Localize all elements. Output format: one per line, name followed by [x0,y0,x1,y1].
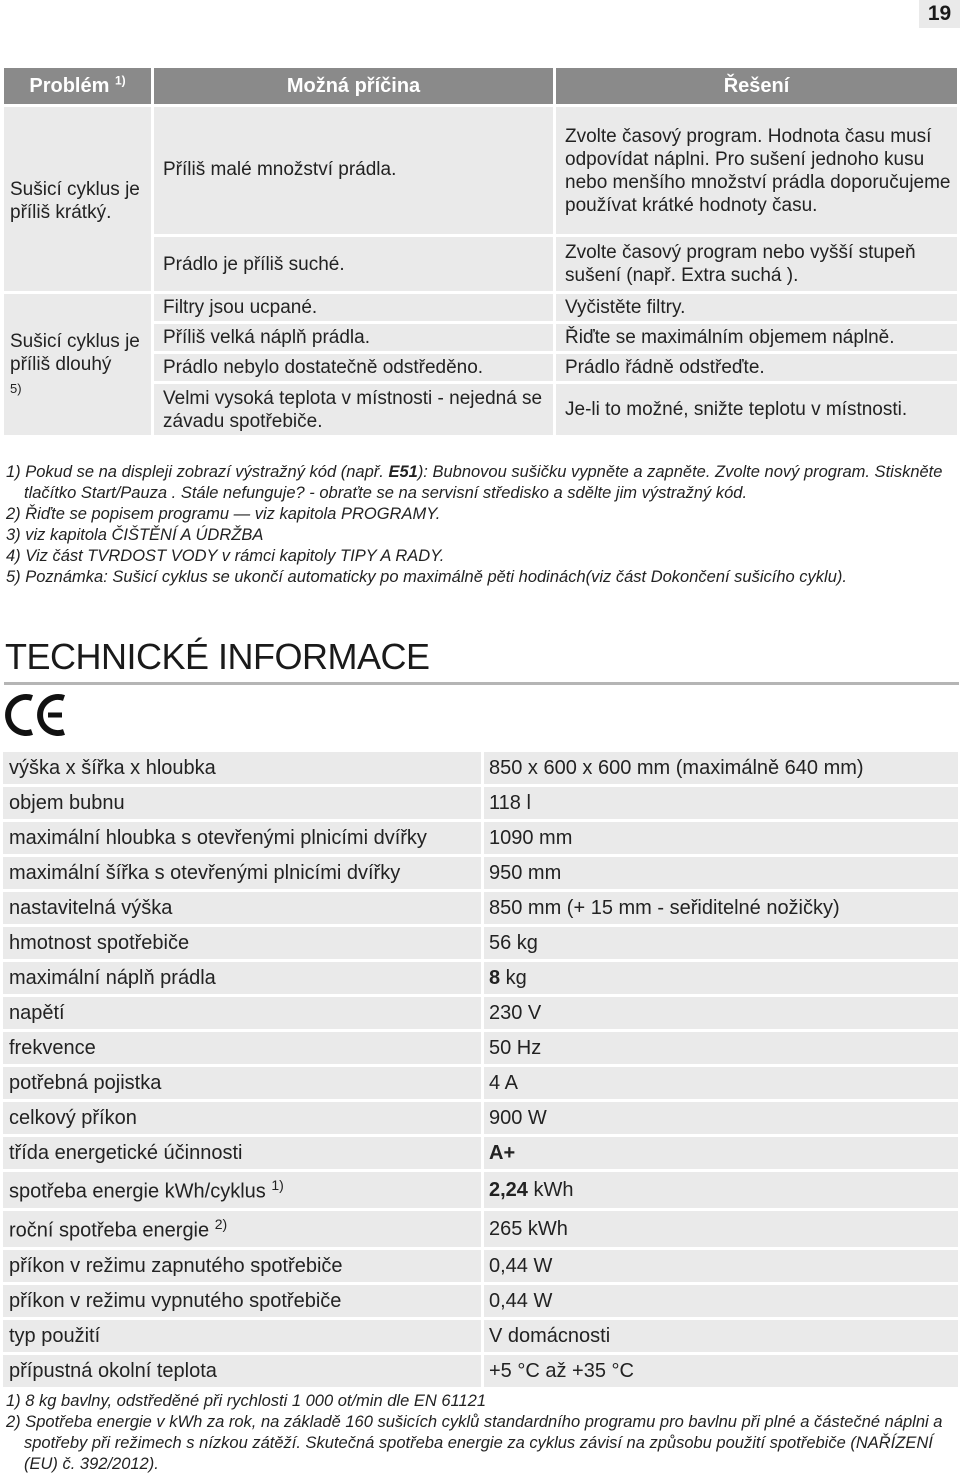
spec-value: 0,44 W [481,1285,958,1320]
table-row [4,291,957,321]
spec-value: 850 x 600 x 600 mm (maximálně 640 mm) [481,752,958,787]
spec-label: přípustná okolní teplota [3,1355,481,1390]
spec-label: maximální náplň prádla [3,962,481,997]
spec-label: potřebná pojistka [3,1067,481,1102]
spec-label: maximální hloubka s otevřenými plnicími dvířky [3,822,481,857]
spec-label: třída energetické účinnosti [3,1137,481,1172]
solution-cell: Vyčistěte filtry. [556,291,957,321]
table-row [3,1137,958,1172]
header-cause: Možná příčina [154,68,556,104]
solution-cell: Je-li to možné, snižte teplotu v místnosti. [556,381,957,435]
spec-value: +5 °C až +35 °C [481,1355,958,1390]
spec-value: 56 kg [481,927,958,962]
spec-label: nastavitelná výška [3,892,481,927]
spec-label: objem bubnu [3,787,481,822]
solution-cell: Zvolte časový program nebo vyšší stupeň sušení (např. Extra suchá ). [556,234,957,291]
table-row [3,1320,958,1355]
spec-label: spotřeba energie kWh/cyklus $^{1)}$ [3,1172,481,1211]
cause-cell: Velmi vysoká teplota v místnosti - nejedná se závadu spotřebiče. [154,381,556,435]
table-row [3,962,958,997]
table-header-row [4,68,957,104]
table-row [3,1211,958,1250]
troubleshooting-table [4,68,957,435]
spec-label: typ použití [3,1320,481,1355]
table-row [3,787,958,822]
table-row [3,927,958,962]
spec-label: roční spotřeba energie $^{2)}$ [3,1211,481,1250]
technical-data-table [3,752,958,1390]
footnote-1: 1) Pokud se na displeji zobrazí výstražný kód (např. E51): Bubnovou sušičku vypněte a zapněte. Zvolte nový program. Stiskněte tlačítko Start/Pauza . Stále nefunguje? - obraťte se na servisní středisko a sdělte jim výstražný kód. [6,463,943,502]
solution-cell: Prádlo řádně odstřeďte. [556,351,957,381]
spec-label: maximální šířka s otevřenými plnicími dvířky [3,857,481,892]
solution-cell: Řiďte se maximálním objemem náplně. [556,321,957,351]
table-row [3,1285,958,1320]
header-problem: Problém $^{1)}$ [4,68,154,104]
spec-value: 850 mm (+ 15 mm - seřiditelné nožičky) [481,892,958,927]
table-row [3,1250,958,1285]
cause-cell: Prádlo je příliš suché. [154,234,556,291]
troubleshooting-footnotes [6,462,951,588]
table-row [3,1102,958,1137]
table-row [3,1032,958,1067]
footnote-4: 4) Viz část TVRDOST VODY v rámci kapitoly TIPY A RADY. [6,547,445,565]
spec-value: 8 kg [481,962,958,997]
footnote-2: 2) Řiďte se popisem programu — viz kapitola PROGRAMY. [6,505,441,523]
cause-cell: Filtry jsou ucpané. [154,291,556,321]
footnote-1: 1) 8 kg bavlny, odstředěné při rychlosti 1 000 ot/min dle EN 61121 [6,1392,486,1410]
section-title: TECHNICKÉ INFORMACE [5,636,430,677]
footnote-ref: 5) [10,381,22,396]
page-number: 19 [919,0,960,28]
spec-value: 50 Hz [481,1032,958,1067]
footnote-3: 3) viz kapitola ČIŠTĚNÍ A ÚDRŽBA [6,526,264,544]
solution-cell: Zvolte časový program. Hodnota času musí odpovídat náplni. Pro sušení jednoho kusu nebo menšího množství prádla doporučujeme používat krátké hodnoty času. [556,104,957,234]
spec-value: 4 A [481,1067,958,1102]
table-row [3,857,958,892]
footnote-2: 2) Spotřeba energie v kWh za rok, na základě 160 sušicích cyklů standardního programu pro bavlnu při plné a částečné náplni a spotřeby při režimech s nízkou zátěží. Skutečná spotřeba energie za cyklus závisí na způsobu použití spotřebiče (NAŘÍZENÍ (EU) č. 392/2012). [6,1413,943,1473]
spec-value: 230 V [481,997,958,1032]
header-solution: Řešení [556,68,957,104]
footnote-ref: 1) [114,72,126,87]
spec-value: V domácnosti [481,1320,958,1355]
problem-cell: Sušicí cyklus je příliš krátký. [4,104,154,291]
spec-value: 1090 mm [481,822,958,857]
table-row [4,104,957,234]
spec-label: příkon v režimu zapnutého spotřebiče [3,1250,481,1285]
spec-value: 2,24 kWh [481,1172,958,1211]
spec-label: celkový příkon [3,1102,481,1137]
footnote-ref: 2) [214,1215,228,1232]
cause-cell: Prádlo nebylo dostatečně odstředěno. [154,351,556,381]
footnote-ref: 1) [271,1176,284,1193]
ce-mark-icon [4,692,70,738]
spec-label: hmotnost spotřebiče [3,927,481,962]
spec-label: příkon v režimu vypnutého spotřebiče [3,1285,481,1320]
table-row [3,892,958,927]
cause-cell: Příliš malé množství prádla. [154,104,556,234]
spec-value: 0,44 W [481,1250,958,1285]
spec-value: 265 kWh [481,1211,958,1250]
table-row [3,1355,958,1390]
footnote-5: 5) Poznámka: Sušicí cyklus se ukončí automaticky po maximálně pěti hodinách(viz část Dokončení sušicího cyklu). [6,568,847,586]
section-divider [4,682,959,685]
table-row [3,752,958,787]
technical-footnotes [6,1391,951,1475]
spec-label: frekvence [3,1032,481,1067]
spec-value: A+ [481,1137,958,1172]
table-row [3,997,958,1032]
spec-value: 950 mm [481,857,958,892]
spec-label: napětí [3,997,481,1032]
cause-cell: Příliš velká náplň prádla. [154,321,556,351]
spec-value: 118 l [481,787,958,822]
table-row [3,1067,958,1102]
table-row [3,1172,958,1211]
spec-label: výška x šířka x hloubka [3,752,481,787]
table-row [3,822,958,857]
problem-cell: Sušicí cyklus je příliš dlouhý 5) [4,291,154,435]
spec-value: 900 W [481,1102,958,1137]
